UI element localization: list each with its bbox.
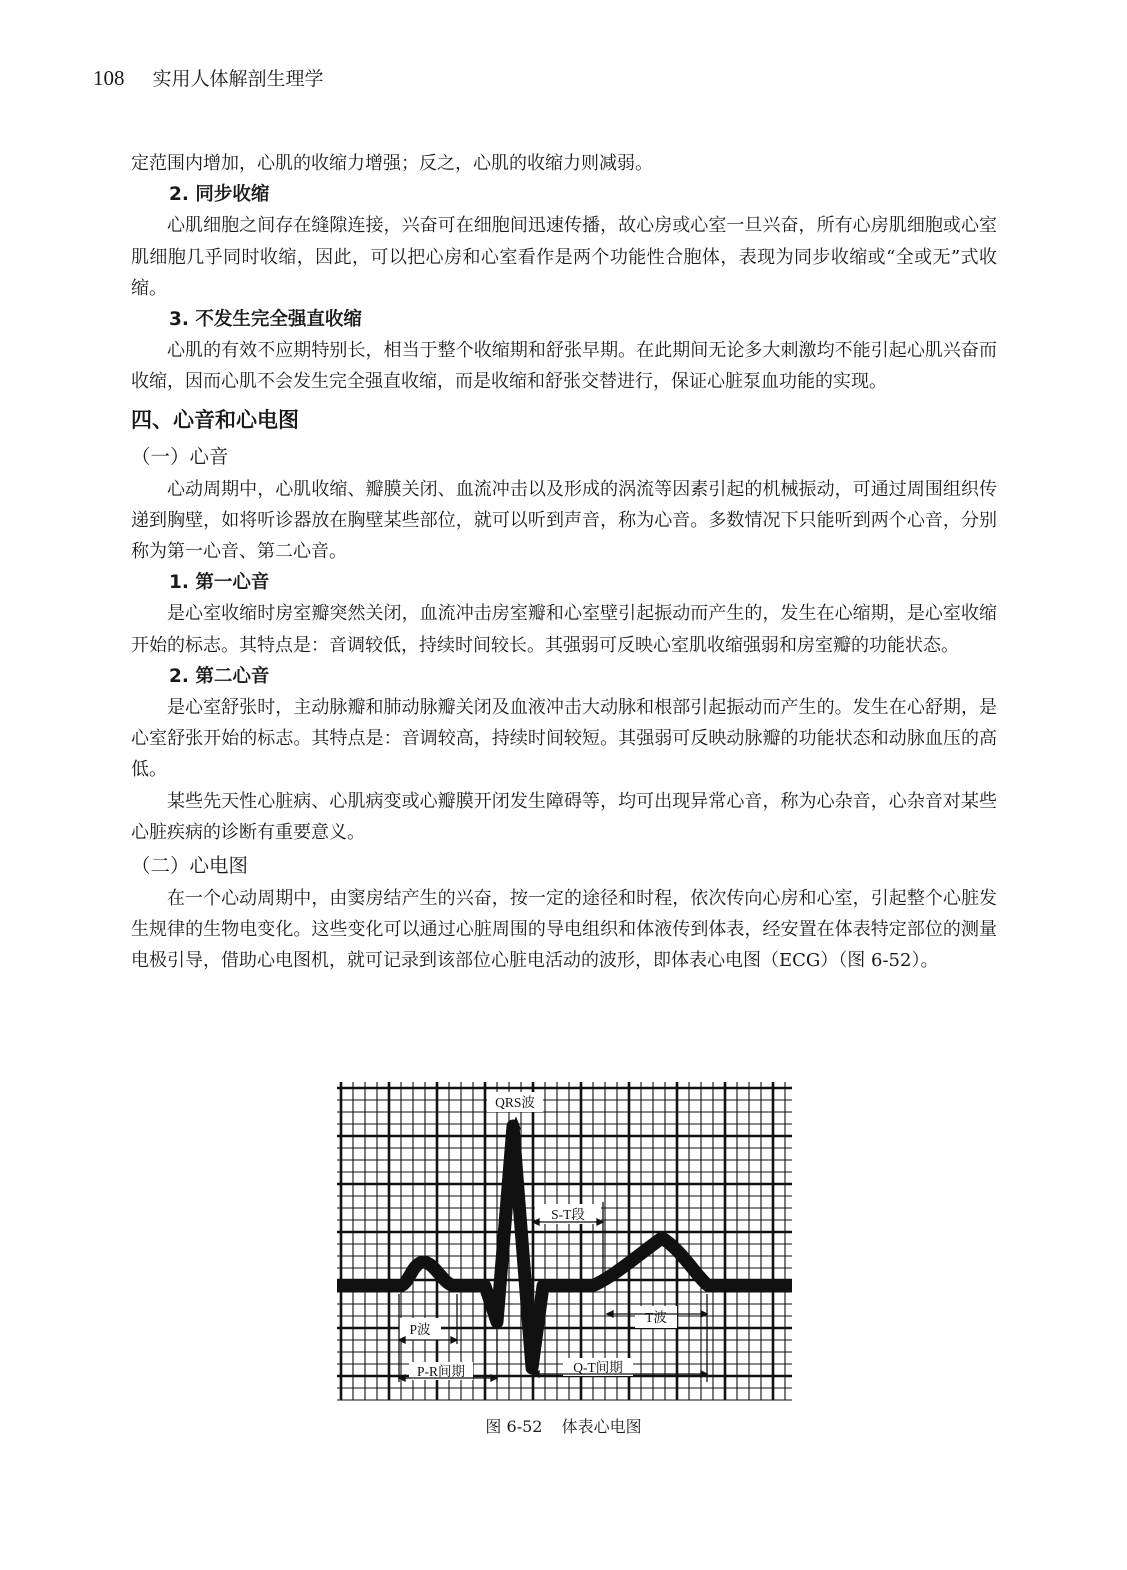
figure-caption: [0, 1414, 1127, 1437]
figure-title: 体表心电图: [561, 1417, 642, 1436]
t-wave-label: T波: [645, 1310, 667, 1325]
qrs-wave-label: QRS波: [495, 1095, 535, 1110]
ecg-diagram: [337, 1082, 792, 1402]
page-number: 108: [93, 66, 125, 90]
paragraph: 某些先天性心脏病、心肌病变或心瓣膜开闭发生障碍等，均可出现异常心音，称为心杂音，心杂音对某些心脏疾病的诊断有重要意义。: [131, 790, 997, 843]
p-wave-label: P波: [409, 1322, 431, 1337]
paragraph: 在一个心动周期中，由窦房结产生的兴奋，按一定的途径和时程，依次传向心房和心室，引起整个心脏发生规律的生物电变化。这些变化可以通过心脏周围的导电组织和体液传到体表，经安置在体表特定部位的测量电极引导，借助心电图机，就可记录到该部位心脏电活动的波形，即体表心电图（ECG）（图 6-52）。: [131, 888, 997, 972]
section-subheading: （二）心电图: [131, 854, 249, 878]
st-segment-label: S-T段: [551, 1207, 585, 1222]
paragraph: 心动周期中，心肌收缩、瓣膜关闭、血流冲击以及形成的涡流等因素引起的机械振动，可通过周围组织传递到胸壁，如将听诊器放在胸壁某些部位，就可以听到声音，称为心音。多数情况下只能听到两个心音，分别称为第一心音、第二心音。: [131, 478, 997, 563]
book-title: 实用人体解剖生理学: [152, 68, 324, 90]
page-header: [93, 64, 324, 91]
subsection-heading: 3. 不发生完全强直收缩: [169, 309, 362, 331]
subsection-heading: 1. 第一心音: [169, 572, 270, 594]
paragraph: 心肌细胞之间存在缝隙连接，兴奋可在细胞间迅速传播，故心房或心室一旦兴奋，所有心房肌细胞或心室肌细胞几乎同时收缩，因此，可以把心房和心室看作是两个功能性合胞体，表现为同步收缩或“全或无”式收缩。: [131, 215, 997, 299]
paragraph: 是心室舒张时，主动脉瓣和肺动脉瓣关闭及血液冲击大动脉和根部引起振动而产生的。发生在心舒期，是心室舒张开始的标志。其特点是：音调较高，持续时间较短。其强弱可反映动脉瓣的功能状态和动脉血压的高低。: [131, 697, 997, 781]
subsection-heading: 2. 同步收缩: [169, 184, 270, 206]
paragraph: 定范围内增加，心肌的收缩力增强；反之，心肌的收缩力则减弱。: [131, 153, 653, 174]
body-text: [131, 148, 997, 977]
figure-number: 图 6-52: [485, 1417, 543, 1436]
paragraph: 心肌的有效不应期特别长，相当于整个收缩期和舒张早期。在此期间无论多大刺激均不能引起心肌兴奋而收缩，因而心肌不会发生完全强直收缩，而是收缩和舒张交替进行，保证心脏泵血功能的实现。: [131, 340, 997, 393]
subsection-heading: 2. 第二心音: [169, 665, 270, 687]
section-heading: 四、心音和心电图: [131, 407, 299, 432]
paragraph: 是心室收缩时房室瓣突然关闭，血流冲击房室瓣和心室壁引起振动而产生的，发生在心缩期，是心室收缩开始的标志。其特点是：音调较低，持续时间较长。其强弱可反映心室肌收缩强弱和房室瓣的功能状态。: [131, 603, 997, 656]
ecg-figure: [337, 1082, 792, 1402]
qt-interval-label: Q-T间期: [573, 1360, 623, 1375]
pr-interval-label: P-R间期: [416, 1364, 466, 1379]
section-subheading: （一）心音: [131, 444, 229, 468]
ecg-grid: [337, 1082, 792, 1400]
